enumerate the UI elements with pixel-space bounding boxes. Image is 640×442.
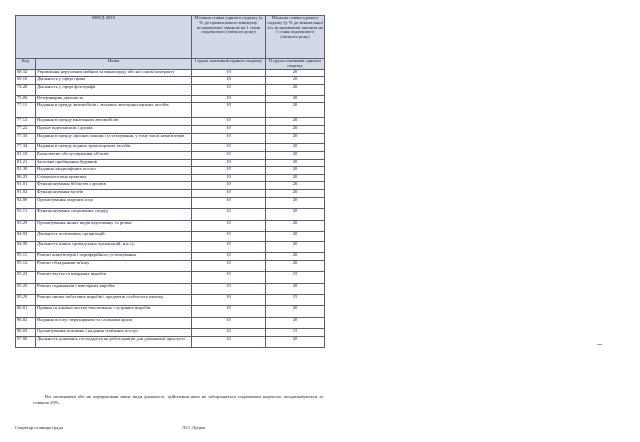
activity-name: Прання та хімічна чистка текстильних і хутряних виробів (36, 306, 192, 318)
table-row (16, 125, 325, 133)
kved-code: 93.11 (16, 209, 36, 221)
group1-rate: 10 (192, 231, 266, 242)
kved-code: 77.34 (16, 144, 36, 152)
code-header: Код (16, 59, 36, 70)
group1-rate: 10 (192, 103, 266, 118)
group1-rate: 10 (192, 329, 266, 337)
kved-code: 68.32 (16, 69, 36, 77)
table-row (16, 272, 325, 284)
activity-name: Діяльність у сфері фотографії (36, 84, 192, 95)
table-header (16, 16, 325, 70)
group1-rate: 10 (192, 118, 266, 126)
activity-name: Функціонування бібліотек і архівів (36, 182, 192, 190)
group1-rate: 10 (192, 295, 266, 306)
kved-code: 95.29 (16, 295, 36, 306)
footnote: Всі незазначені або не перераховані вище види діяльності, здійснення яких не забороняється податковим кодексом, оподатковуються за ставкою 20%. (33, 394, 323, 405)
group1-rate: 10 (192, 144, 266, 152)
group1-rate: 10 (192, 220, 266, 231)
group1-rate: 10 (192, 189, 266, 197)
group2-rate: 20 (266, 253, 325, 261)
table-row (16, 118, 325, 126)
activity-name: Ремонт взуття та шкіряних виробів (36, 272, 192, 284)
kved-code: 95.11 (16, 253, 36, 261)
activity-name: Надання ландшафтних послуг (36, 167, 192, 175)
group1-rate: 10 (192, 242, 266, 253)
kved-code: 96.03 (16, 329, 36, 337)
table-row (16, 182, 325, 190)
table-row (16, 231, 325, 242)
activity-name: Ремонт обладнання зв'язку (36, 260, 192, 272)
table-body (16, 69, 325, 347)
table-row (16, 260, 325, 272)
group2-rate: 20 (266, 125, 325, 133)
name-header: Назва (36, 59, 192, 70)
kved-code: 77.11 (16, 103, 36, 118)
table-row (16, 167, 325, 175)
group2-rate: 20 (266, 174, 325, 182)
activity-name: Організування інших видів відпочинку та розваг (36, 220, 192, 231)
kved-code: 94.92 (16, 231, 36, 242)
table-row (16, 337, 325, 348)
group2-rate: 20 (266, 69, 325, 77)
group2-rate: 20 (266, 220, 325, 231)
activity-name: Загальне прибирання будинків (36, 159, 192, 167)
group1-rate: 10 (192, 95, 266, 103)
signature-position: Секретар селищної ради (15, 425, 64, 430)
group2-rate: 20 (266, 159, 325, 167)
activity-name: Управління нерухомим майном за винагороду або на основі контракту (36, 69, 192, 77)
kved-code: 74.20 (16, 84, 36, 95)
table-row (16, 329, 325, 337)
table-row (16, 144, 325, 152)
table-row (16, 189, 325, 197)
activity-name: Функціонування спортивних споруд (36, 209, 192, 221)
table-row (16, 95, 325, 103)
group1-rate: 10 (192, 133, 266, 144)
kved-code: 75.00 (16, 95, 36, 103)
scan-mark (597, 344, 602, 345)
group1-rate: 10 (192, 317, 266, 329)
group2-rate: 20 (266, 95, 325, 103)
group1-rate: 10 (192, 151, 266, 159)
table-row (16, 283, 325, 295)
group1-rate: 10 (192, 197, 266, 209)
group1-rate: 10 (192, 272, 266, 284)
activity-name: Діяльність інших громадських організацій, н.в.і.у. (36, 242, 192, 253)
kved-code: 91.02 (16, 189, 36, 197)
group1-rate: 10 (192, 69, 266, 77)
table-row (16, 317, 325, 329)
table-row (16, 220, 325, 231)
group2-rate: 20 (266, 231, 325, 242)
group2-rate: 20 (266, 242, 325, 253)
group1-rate: 10 (192, 159, 266, 167)
group2-rate: 20 (266, 167, 325, 175)
group2-rate: 20 (266, 133, 325, 144)
group1-rate: 10 (192, 306, 266, 318)
activity-name: Надання в оренду вантажних автомобілів (36, 118, 192, 126)
activity-name: Організування поховань і надання суміжних послуг (36, 329, 192, 337)
table-row (16, 209, 325, 221)
table-row (16, 174, 325, 182)
group2-rate: 20 (266, 182, 325, 190)
kved-code: 97.00 (16, 337, 36, 348)
group2-rate: 20 (266, 103, 325, 118)
table-row (16, 253, 325, 261)
group2-header: II група платників єдиного податку (266, 59, 325, 70)
group1-rate: 10 (192, 182, 266, 190)
group1-rate: 10 (192, 77, 266, 85)
group1-rate: 10 (192, 283, 266, 295)
table-row (16, 133, 325, 144)
group2-rate: 15 (266, 329, 325, 337)
activity-name: Ремонт інших побутових виробів і предметів особистого вжитку (36, 295, 192, 306)
table-row (16, 197, 325, 209)
activity-name: Ветеринарна діяльність (36, 95, 192, 103)
activity-name: Прокат відеозаписів і дисків (36, 125, 192, 133)
kved-code: 95.23 (16, 272, 36, 284)
group2-rate: 20 (266, 189, 325, 197)
group1-rate: 10 (192, 174, 266, 182)
group2-rate: 20 (266, 144, 325, 152)
group1-rate: 10 (192, 260, 266, 272)
activity-name: Ремонт годинників і ювелірних виробів (36, 283, 192, 295)
kved-code: 94.99 (16, 242, 36, 253)
activity-name: Діяльність у сфері права (36, 77, 192, 85)
table-row (16, 103, 325, 118)
group1-rate: 10 (192, 209, 266, 221)
table-row (16, 159, 325, 167)
kved-code: 93.29 (16, 220, 36, 231)
kved-code: 95.12 (16, 260, 36, 272)
kved-code: 81.10 (16, 151, 36, 159)
group2-rate: 20 (266, 118, 325, 126)
kved-code: 81.30 (16, 167, 36, 175)
group2-rate: 20 (266, 151, 325, 159)
table-row (16, 77, 325, 85)
group2-rate: 20 (266, 260, 325, 272)
signature-name: Л.О. Луцюк (182, 425, 206, 430)
group1-rate: 10 (192, 84, 266, 95)
group2-rate: 15 (266, 295, 325, 306)
group2-rate: 20 (266, 317, 325, 329)
kved-code: 96.02 (16, 317, 36, 329)
activity-name: Ремонт комп'ютерів і периферійного устаткування (36, 253, 192, 261)
group1-rate: 10 (192, 253, 266, 261)
group2-rate: 20 (266, 197, 325, 209)
activity-name: Надання в оренду автомобілів і легкових автотранспортних засобів (36, 103, 192, 118)
kved-code: 77.22 (16, 125, 36, 133)
group2-rate: 20 (266, 283, 325, 295)
group1-rate: 10 (192, 337, 266, 348)
kved-code: 96.01 (16, 306, 36, 318)
rate2-header: Місячна ставка єдиного податку (у % до мінімальної з/п, встановленої законом на 1 січня податкового (звітного року) (266, 16, 325, 59)
table-row (16, 295, 325, 306)
group2-rate: 20 (266, 306, 325, 318)
activity-name: Надання послуг перукарнями та салонами краси (36, 317, 192, 329)
kved-code: 92.00 (16, 197, 36, 209)
group2-rate: 20 (266, 209, 325, 221)
table-row (16, 69, 325, 77)
group1-header: I група платників єдиного податку (192, 59, 266, 70)
table-row (16, 151, 325, 159)
kved-code: 69.10 (16, 77, 36, 85)
activity-name: Надання в оренду водних транспортних засобів (36, 144, 192, 152)
kved-code: 86.23 (16, 174, 36, 182)
group2-rate: 20 (266, 337, 325, 348)
kved-code: 95.25 (16, 283, 36, 295)
activity-name: Комплексне обслуговування об'єктів (36, 151, 192, 159)
kved-code: 91.01 (16, 182, 36, 190)
group1-rate: 10 (192, 125, 266, 133)
table-row (16, 84, 325, 95)
group2-rate: 15 (266, 272, 325, 284)
table-row (16, 306, 325, 318)
rate1-header: Місячна ставка єдиного податку (у % до прожиткового мінімуму, встановленої законом на 1 січня податкового (звітного року) (192, 16, 266, 59)
activity-name: Діяльність політичних організацій (36, 231, 192, 242)
activity-name: Стоматологічна практика (36, 174, 192, 182)
kved-code: 77.33 (16, 133, 36, 144)
kved-code: 77.12 (16, 118, 36, 126)
group1-rate: 10 (192, 167, 266, 175)
activity-name: Функціонування музеїв (36, 189, 192, 197)
group2-rate: 20 (266, 77, 325, 85)
kved-code: 81.21 (16, 159, 36, 167)
table-row (16, 242, 325, 253)
activity-name: Організування азартних ігор (36, 197, 192, 209)
kved-header: КВЕД-2010 (16, 16, 192, 59)
activity-name: Надання в оренду офісних машин і устаткування, у тому числі комп'ютерів (36, 133, 192, 144)
activity-name: Діяльність домашніх господарств як роботодавців для домашньої прислуги (36, 337, 192, 348)
group2-rate: 20 (266, 84, 325, 95)
kved-rates-table (15, 15, 325, 348)
